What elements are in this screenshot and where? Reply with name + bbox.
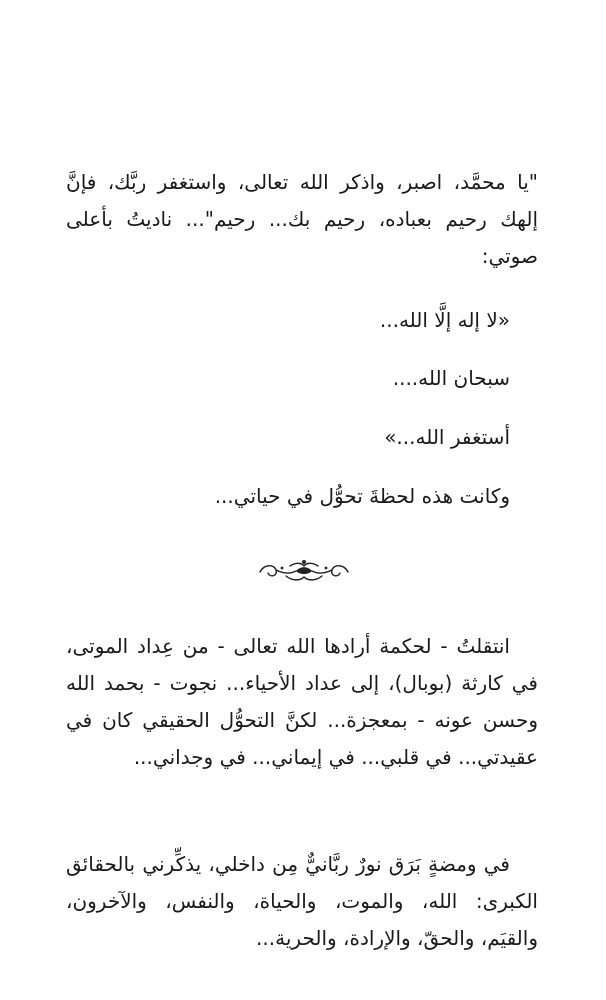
closing-line: وكانت هذه لحظةَ تحوُّل في حياتي... [214, 484, 510, 508]
quote-line-istighfar: أستغفر الله...» [384, 425, 510, 449]
third-paragraph: في ومضةٍ بَرَق نورٌ ربَّانيٌّ مِن داخلي، يذكِّرني بالحقائق الكبرى: الله، والموت، والحياة، والنفس، والآخرون، والقيَم، والحقّ، والإرادة، والحرية... [66, 852, 538, 950]
quote-line-tasbih: سبحان الله.... [392, 366, 510, 390]
floral-divider-icon [256, 554, 352, 588]
second-paragraph: انتقلتُ - لحكمة أرادها الله تعالى - من عِداد الموتى، في كارثة (بوبال)، إلى عداد الأحياء... نجوت - بحمد الله وحسن عونه - بمعجزة... لكنَّ التحوُّل الحقيقي كان في عقيدتي... في قلبي... في إيماني... في وجداني... [66, 634, 538, 769]
quote-line-tahlil: «لا إله إلَّا الله... [379, 308, 510, 332]
opening-paragraph: "يا محمَّد، اصبر، واذكر الله تعالى، واستغفر ربَّك، فإنَّ إلهك رحيم بعباده، رحيم بك... رحيم"... ناديتُ بأعلى صوتي: [66, 170, 538, 268]
